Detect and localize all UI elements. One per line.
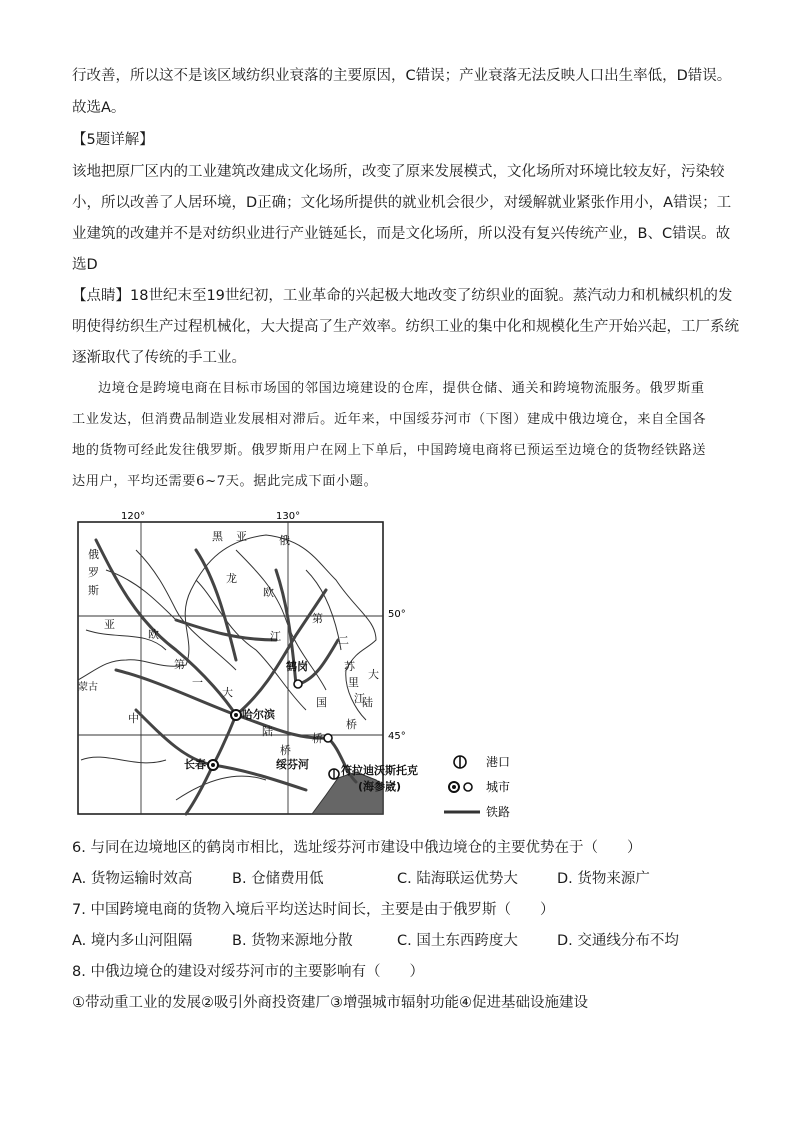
svg-text:亚: 亚 <box>236 530 247 543</box>
q5-line-1: 该地把原厂区内的工业建筑改建成文化场所，改变了原来发展模式，文化场所对环境比较友好，污染较 <box>72 164 725 180</box>
q6-option-b[interactable]: B. 仓储费用低 <box>232 871 324 887</box>
svg-text:桥: 桥 <box>346 718 357 731</box>
city-icon <box>449 782 472 792</box>
q7-stem: 7. 中国跨境电商的货物入境后平均送达时间长，主要是由于俄罗斯（ ） <box>72 902 555 918</box>
svg-text:亚: 亚 <box>104 618 115 631</box>
material-line-2: 工业发达，但消费品制造业发展相对滞后。近年来，中国绥芬河市（下图）建成中俄边境仓，来自全国各 <box>72 412 707 427</box>
dianjing-line-2: 明使得纺织生产过程机械化，大大提高了生产效率。纺织工业的集中化和规模化生产开始兴起，工厂系统 <box>72 319 739 335</box>
svg-text:中: 中 <box>128 712 139 725</box>
legend-city-label: 城市 <box>486 780 511 794</box>
svg-text:黑: 黑 <box>212 530 223 543</box>
svg-text:陆: 陆 <box>362 696 373 709</box>
lon-120-label: 120° <box>121 511 146 522</box>
svg-text:第: 第 <box>174 658 185 671</box>
q6-option-a[interactable]: A. 货物运输时效高 <box>72 871 193 887</box>
q7-option-c[interactable]: C. 国土东西跨度大 <box>397 933 518 949</box>
svg-text:苏: 苏 <box>344 660 355 673</box>
map-legend <box>440 752 560 822</box>
q7-option-b[interactable]: B. 货物来源地分散 <box>232 933 353 949</box>
q7-option-a[interactable]: A. 境内多山河阻隔 <box>72 933 193 949</box>
q5-header: 【5题详解】 <box>72 132 154 148</box>
dianjing-line-1: 【点睛】18世纪末至19世纪初，工业革命的兴起极大地改变了纺织业的面貌。蒸汽动力和机械织机的发 <box>72 288 733 304</box>
svg-text:欧: 欧 <box>148 628 159 641</box>
svg-text:龙: 龙 <box>226 572 237 585</box>
harbin-label: 哈尔滨 <box>242 708 275 721</box>
q6-option-d[interactable]: D. 货物来源广 <box>557 871 650 887</box>
q8-options: ①带动重工业的发展②吸引外商投资建厂③增强城市辐射功能④促进基础设施建设 <box>72 995 588 1011</box>
svg-text:欧: 欧 <box>263 586 274 599</box>
dianjing-line-3: 逐渐取代了传统的手工业。 <box>72 350 246 366</box>
material-line-3: 地的货物可经此发往俄罗斯。俄罗斯用户在网上下单后，中国跨境电商将已预运至边境仓的货物经铁路送 <box>72 443 707 458</box>
vladivostok-sub-label: (海参崴) <box>358 780 402 793</box>
legend-port-label: 港口 <box>486 755 511 769</box>
changchun-label: 长春 <box>184 758 206 771</box>
q5-line-3: 业建筑的改建并不是对纺织业进行产业链延长，而是文化场所，所以没有复兴传统产业，B、C错误。故 <box>72 226 731 242</box>
lon-130-label: 130° <box>276 511 301 522</box>
answer-line-1: 行改善，所以这不是该区域纺织业衰落的主要原因，C错误；产业衰落无法反映人口出生率低，D错误。 <box>72 68 732 84</box>
material-line-1: 边境仓是跨境电商在目标市场国的邻国边境建设的仓库，提供仓储、通关和跨境物流服务。俄罗斯重 <box>98 381 705 396</box>
svg-text:国: 国 <box>316 696 327 709</box>
answer-line-2: 故选A。 <box>72 100 126 116</box>
svg-text:里: 里 <box>348 676 359 689</box>
svg-text:第: 第 <box>312 612 323 625</box>
q8-stem: 8. 中俄边境仓的建设对绥芬河市的主要影响有（ ） <box>72 964 424 980</box>
railway-map <box>76 510 456 820</box>
svg-text:俄: 俄 <box>279 534 290 547</box>
svg-text:一: 一 <box>192 676 203 689</box>
svg-text:江: 江 <box>354 692 365 705</box>
vladivostok-label: 符拉迪沃斯托克 <box>341 764 418 777</box>
svg-text:江: 江 <box>270 630 281 643</box>
port-icon <box>454 756 466 768</box>
suifenhe-label: 绥芬河 <box>276 758 309 771</box>
svg-text:陆: 陆 <box>262 725 273 738</box>
q6-option-c[interactable]: C. 陆海联运优势大 <box>397 871 518 887</box>
q5-line-4: 选D <box>72 257 98 273</box>
svg-text:斯: 斯 <box>88 584 99 597</box>
material-line-4: 达用户，平均还需要6~7天。据此完成下面小题。 <box>72 474 378 489</box>
legend-railway-label: 铁路 <box>486 805 511 819</box>
q5-line-2: 小，所以改善了人居环境，D正确；文化场所提供的就业机会很少，对缓解就业紧张作用小，A错误；工 <box>72 195 732 211</box>
svg-text:大: 大 <box>222 686 233 699</box>
svg-text:大: 大 <box>368 668 379 681</box>
svg-text:桥: 桥 <box>280 744 291 757</box>
lat-50-label: 50° <box>388 609 406 620</box>
svg-text:桥: 桥 <box>312 732 323 745</box>
svg-text:俄: 俄 <box>88 548 99 561</box>
svg-text:罗: 罗 <box>88 566 99 579</box>
q7-option-d[interactable]: D. 交通线分布不均 <box>557 933 679 949</box>
hegang-label: 鹤岗 <box>286 660 308 673</box>
q6-stem: 6. 与同在边境地区的鹤岗市相比，选址绥芬河市建设中俄边境仓的主要优势在于（ ） <box>72 840 642 856</box>
svg-text:二: 二 <box>338 634 349 647</box>
svg-text:蒙古: 蒙古 <box>78 682 98 693</box>
lat-45-label: 45° <box>388 731 406 742</box>
